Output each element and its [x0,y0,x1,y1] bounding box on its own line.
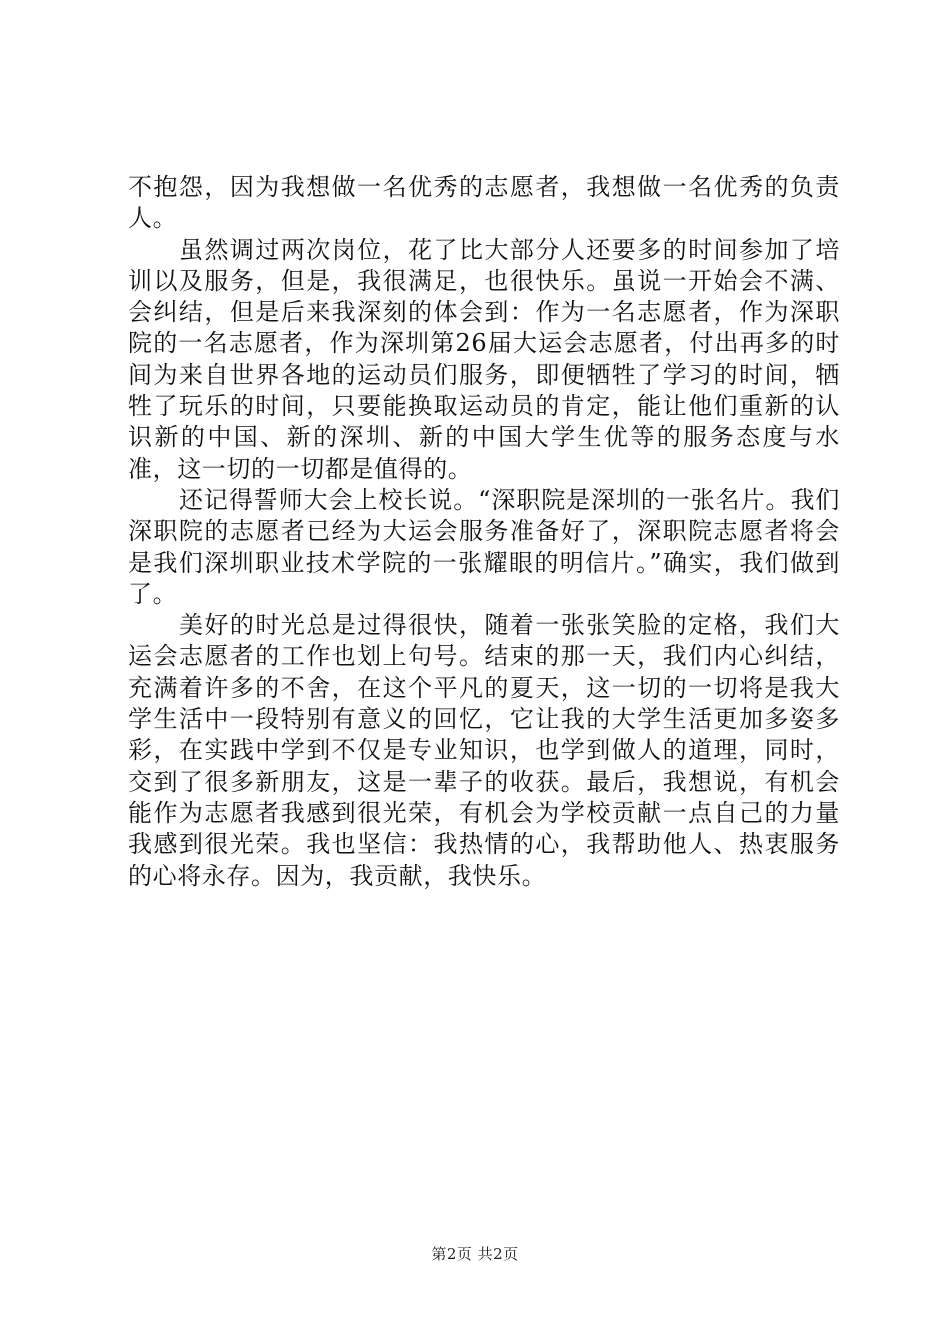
paragraph-continuation: 不抱怨，因为我想做一名优秀的志愿者，我想做一名优秀的负责人。 [128,173,840,233]
paragraph-principal-speech: 还记得誓师大会上校长说。“深职院是深圳的一张名片。我们深职院的志愿者已经为大运会服务准备好了，深职院志愿者将会是我们深圳职业技术学院的一张耀眼的明信片。”确实，我们做到了。 [128,485,840,608]
page-footer: 第2页 共2页 [431,1245,519,1263]
paragraph-conclusion: 美好的时光总是过得很快，随着一张张笑脸的定格，我们大运会志愿者的工作也划上句号。结束的那一天，我们内心纠结，充满着许多的不舍，在这个平凡的夏天，这一切的一切将是我大学生活中一段特别有意义的回忆，它让我的大学生活更加多姿多彩，在实践中学到不仅是专业知识，也学到做人的道理，同时，交到了很多新朋友，这是一辈子的收获。最后，我想说，有机会能作为志愿者我感到很光荣，有机会为学校贡献一点自己的力量我感到很光荣。我也坚信：我热情的心，我帮助他人、热衷服务的心将永存。因为，我贡献，我快乐。 [128,611,840,890]
document-body [128,172,840,892]
paragraph-positions: 虽然调过两次岗位，花了比大部分人还要多的时间参加了培训以及服务，但是，我很满足，也很快乐。虽说一开始会不满、会纠结，但是后来我深刻的体会到：作为一名志愿者，作为深职院的一名志愿者，作为深圳第26届大运会志愿者，付出再多的时间为来自世界各地的运动员们服务，即便牺牲了学习的时间，牺牲了玩乐的时间，只要能换取运动员的肯定，能让他们重新的认识新的中国、新的深圳、新的中国大学生优等的服务态度与水准，这一切的一切都是值得的。 [128,235,840,483]
